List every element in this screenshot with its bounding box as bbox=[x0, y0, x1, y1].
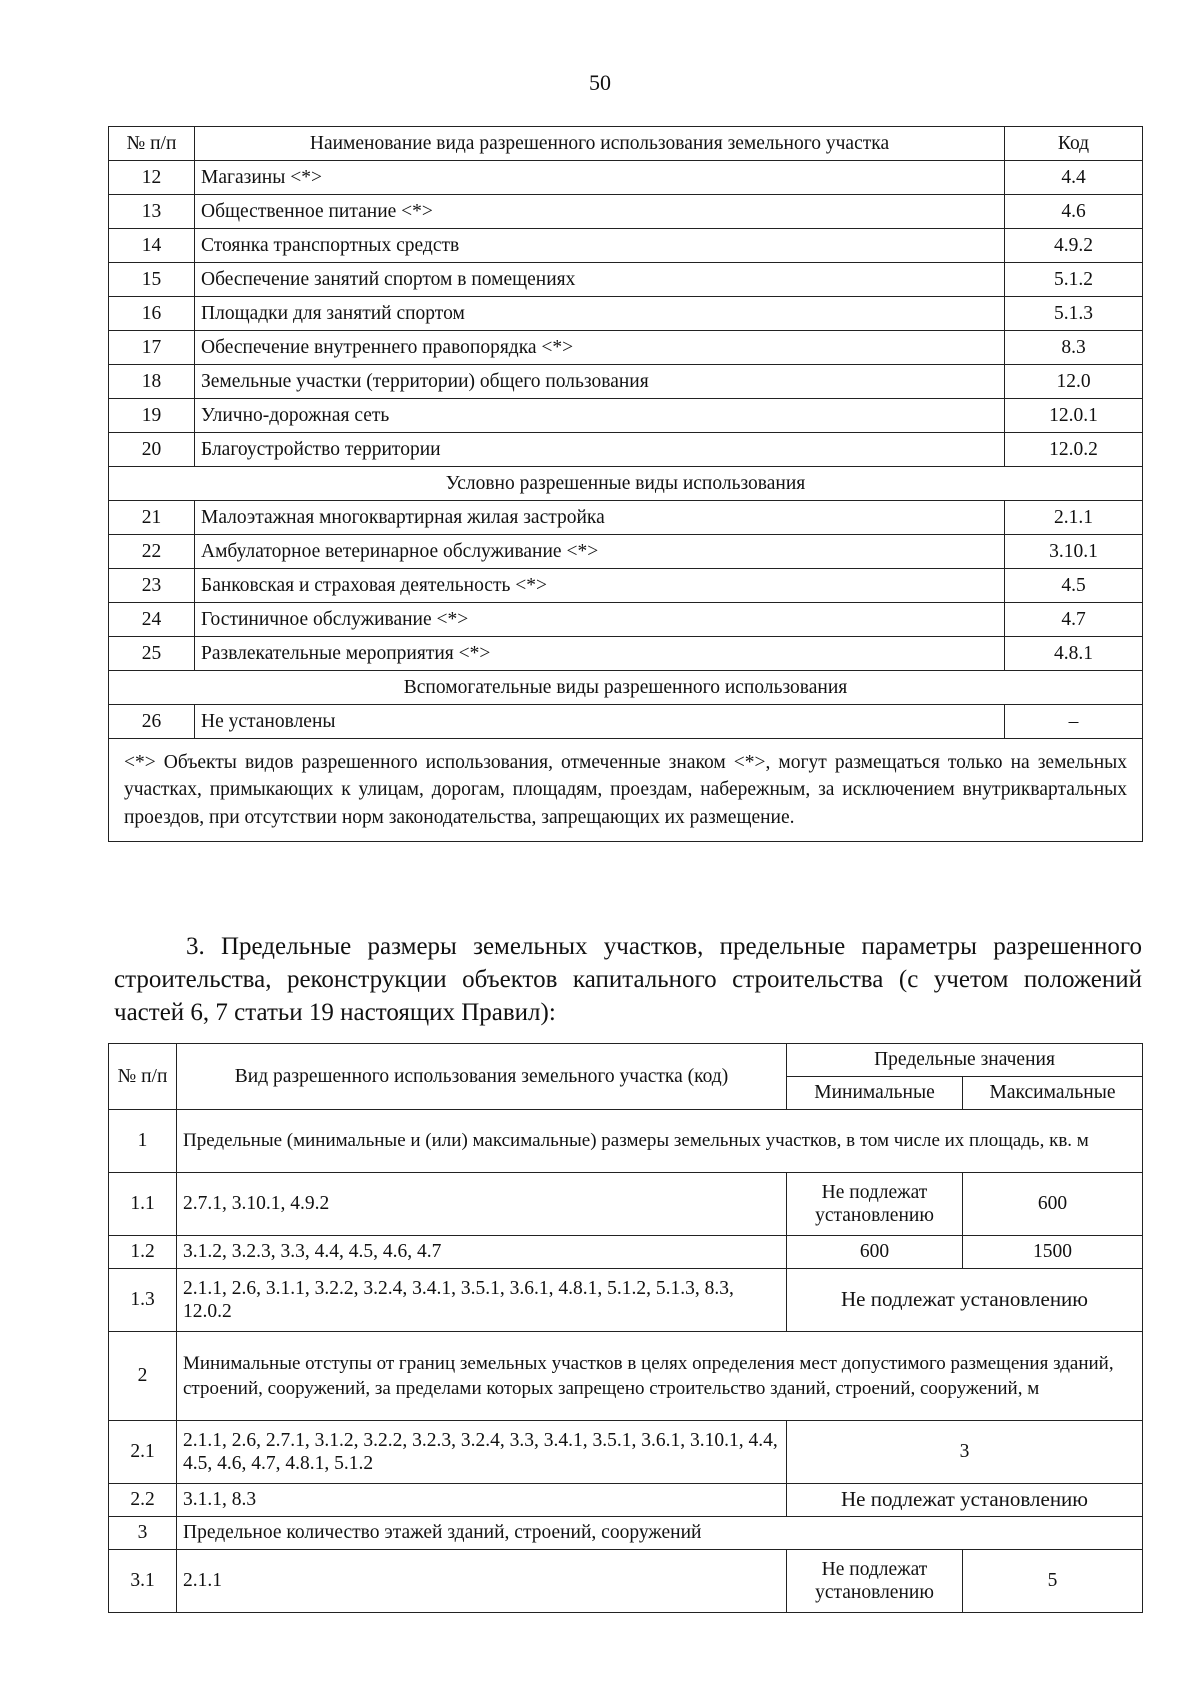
row-num: 23 bbox=[109, 569, 195, 603]
row-code: 4.6 bbox=[1005, 195, 1143, 229]
row-num: 1.1 bbox=[109, 1173, 177, 1236]
row-num: 16 bbox=[109, 297, 195, 331]
table-row bbox=[109, 1484, 1143, 1517]
row-name: Земельные участки (территории) общего пользования bbox=[195, 365, 1005, 399]
row-num: 21 bbox=[109, 501, 195, 535]
row-num: 12 bbox=[109, 161, 195, 195]
row-code: 5.1.2 bbox=[1005, 263, 1143, 297]
row-num: 3 bbox=[109, 1517, 177, 1550]
row-name: Стоянка транспортных средств bbox=[195, 229, 1005, 263]
row-code: 12.0.1 bbox=[1005, 399, 1143, 433]
header-num: № п/п bbox=[109, 1044, 177, 1110]
permitted-use-table bbox=[108, 126, 1143, 842]
row-code: 5.1.3 bbox=[1005, 297, 1143, 331]
row-name: Площадки для занятий спортом bbox=[195, 297, 1005, 331]
table-row bbox=[109, 1550, 1143, 1613]
table-row bbox=[109, 535, 1143, 569]
row-name: Общественное питание <*> bbox=[195, 195, 1005, 229]
table-row bbox=[109, 1421, 1143, 1484]
row-max: 1500 bbox=[963, 1236, 1143, 1269]
table-row bbox=[109, 1110, 1143, 1173]
table-row bbox=[109, 705, 1143, 739]
header-max: Максимальные bbox=[963, 1077, 1143, 1110]
table-row bbox=[109, 161, 1143, 195]
table-row bbox=[109, 399, 1143, 433]
row-value: 3 bbox=[787, 1421, 1143, 1484]
header-num: № п/п bbox=[109, 127, 195, 161]
row-code: 4.5 bbox=[1005, 569, 1143, 603]
auxiliary-uses-rows bbox=[109, 705, 1143, 739]
table-row bbox=[109, 229, 1143, 263]
row-code: 3.10.1 bbox=[1005, 535, 1143, 569]
limits-table bbox=[108, 1043, 1143, 1613]
table-row bbox=[109, 433, 1143, 467]
row-min: Не подлежат установлению bbox=[787, 1173, 963, 1236]
table-row bbox=[109, 501, 1143, 535]
row-codes: 2.1.1 bbox=[177, 1550, 787, 1613]
row-num: 18 bbox=[109, 365, 195, 399]
row-codes: 3.1.1, 8.3 bbox=[177, 1484, 787, 1517]
row-name: Обеспечение внутреннего правопорядка <*> bbox=[195, 331, 1005, 365]
row-text: Предельные (минимальные и (или) максимальные) размеры земельных участков, в том числе их площадь, кв. м bbox=[177, 1110, 1143, 1173]
row-num: 1.2 bbox=[109, 1236, 177, 1269]
table-row bbox=[109, 569, 1143, 603]
row-num: 26 bbox=[109, 705, 195, 739]
row-codes: 3.1.2, 3.2.3, 3.3, 4.4, 4.5, 4.6, 4.7 bbox=[177, 1236, 787, 1269]
row-name: Улично-дорожная сеть bbox=[195, 399, 1005, 433]
row-name: Развлекательные мероприятия <*> bbox=[195, 637, 1005, 671]
header-name: Наименование вида разрешенного использования земельного участка bbox=[195, 127, 1005, 161]
table-row bbox=[109, 263, 1143, 297]
row-value: Не подлежат установлению bbox=[787, 1484, 1143, 1517]
row-code: 12.0.2 bbox=[1005, 433, 1143, 467]
row-num: 2.1 bbox=[109, 1421, 177, 1484]
row-name: Не установлены bbox=[195, 705, 1005, 739]
row-num: 14 bbox=[109, 229, 195, 263]
row-num: 15 bbox=[109, 263, 195, 297]
row-text: Предельное количество этажей зданий, строений, сооружений bbox=[177, 1517, 1143, 1550]
row-num: 22 bbox=[109, 535, 195, 569]
row-name: Банковская и страховая деятельность <*> bbox=[195, 569, 1005, 603]
conditional-uses-rows bbox=[109, 501, 1143, 671]
row-min: Не подлежат установлению bbox=[787, 1550, 963, 1613]
main-uses-rows bbox=[109, 161, 1143, 467]
row-num: 2 bbox=[109, 1332, 177, 1421]
table-header-row bbox=[109, 1044, 1143, 1077]
table-row bbox=[109, 1173, 1143, 1236]
section-row bbox=[109, 671, 1143, 705]
row-name: Гостиничное обслуживание <*> bbox=[195, 603, 1005, 637]
row-code: 4.8.1 bbox=[1005, 637, 1143, 671]
table-row bbox=[109, 1236, 1143, 1269]
table-row bbox=[109, 365, 1143, 399]
section-row bbox=[109, 467, 1143, 501]
table-row bbox=[109, 1517, 1143, 1550]
row-codes: 2.1.1, 2.6, 2.7.1, 3.1.2, 3.2.2, 3.2.3, 3.2.4, 3.3, 3.4.1, 3.5.1, 3.6.1, 3.10.1, 4.4, 4.5, 4.6, 4.7, 4.8.1, 5.1.2 bbox=[177, 1421, 787, 1484]
table-row bbox=[109, 331, 1143, 365]
row-num: 1 bbox=[109, 1110, 177, 1173]
row-codes: 2.7.1, 3.10.1, 4.9.2 bbox=[177, 1173, 787, 1236]
row-num: 24 bbox=[109, 603, 195, 637]
row-num: 25 bbox=[109, 637, 195, 671]
row-num: 13 bbox=[109, 195, 195, 229]
header-limits: Предельные значения bbox=[787, 1044, 1143, 1077]
row-codes: 2.1.1, 2.6, 3.1.1, 3.2.2, 3.2.4, 3.4.1, 3.5.1, 3.6.1, 4.8.1, 5.1.2, 5.1.3, 8.3, 12.0.2 bbox=[177, 1269, 787, 1332]
header-code: Код bbox=[1005, 127, 1143, 161]
table-row bbox=[109, 1332, 1143, 1421]
row-num: 2.2 bbox=[109, 1484, 177, 1517]
row-num: 20 bbox=[109, 433, 195, 467]
row-num: 17 bbox=[109, 331, 195, 365]
row-name: Амбулаторное ветеринарное обслуживание <*> bbox=[195, 535, 1005, 569]
row-code: 4.9.2 bbox=[1005, 229, 1143, 263]
row-max: 5 bbox=[963, 1550, 1143, 1613]
row-num: 1.3 bbox=[109, 1269, 177, 1332]
row-name: Малоэтажная многоквартирная жилая застройка bbox=[195, 501, 1005, 535]
table-row bbox=[109, 603, 1143, 637]
row-num: 19 bbox=[109, 399, 195, 433]
footnote-text: <*> Объекты видов разрешенного использования, отмеченные знаком <*>, могут размещаться только на земельных участках, примыкающих к улицам, дорогам, площадям, проездам, набережным, за исключением внутриквартальных проездов, при отсутствии норм законодательства, запрещающих их размещение. bbox=[109, 739, 1143, 842]
row-code: – bbox=[1005, 705, 1143, 739]
row-text: Минимальные отступы от границ земельных участков в целях определения мест допустимого размещения зданий, строений, сооружений, за пределами которых запрещено строительство зданий, строений, сооружений, м bbox=[177, 1332, 1143, 1421]
section-conditional-title: Условно разрешенные виды использования bbox=[109, 467, 1143, 501]
table-row bbox=[109, 1269, 1143, 1332]
row-name: Магазины <*> bbox=[195, 161, 1005, 195]
section-3-intro: 3. Предельные размеры земельных участков, предельные параметры разрешенного строительства, реконструкции объектов капитального строительства (с учетом положений частей 6, 7 статьи 19 настоящих Правил): bbox=[114, 933, 1142, 1026]
row-code: 2.1.1 bbox=[1005, 501, 1143, 535]
row-code: 12.0 bbox=[1005, 365, 1143, 399]
section-auxiliary-title: Вспомогательные виды разрешенного использования bbox=[109, 671, 1143, 705]
row-min: 600 bbox=[787, 1236, 963, 1269]
row-name: Благоустройство территории bbox=[195, 433, 1005, 467]
table-header-row bbox=[109, 127, 1143, 161]
table-row bbox=[109, 297, 1143, 331]
row-name: Обеспечение занятий спортом в помещениях bbox=[195, 263, 1005, 297]
row-code: 8.3 bbox=[1005, 331, 1143, 365]
row-num: 3.1 bbox=[109, 1550, 177, 1613]
footnote-row bbox=[109, 739, 1143, 842]
page-number: 50 bbox=[589, 70, 611, 95]
row-code: 4.4 bbox=[1005, 161, 1143, 195]
row-value: Не подлежат установлению bbox=[787, 1269, 1143, 1332]
header-min: Минимальные bbox=[787, 1077, 963, 1110]
row-code: 4.7 bbox=[1005, 603, 1143, 637]
table-row bbox=[109, 195, 1143, 229]
row-max: 600 bbox=[963, 1173, 1143, 1236]
header-name: Вид разрешенного использования земельного участка (код) bbox=[177, 1044, 787, 1110]
table-row bbox=[109, 637, 1143, 671]
